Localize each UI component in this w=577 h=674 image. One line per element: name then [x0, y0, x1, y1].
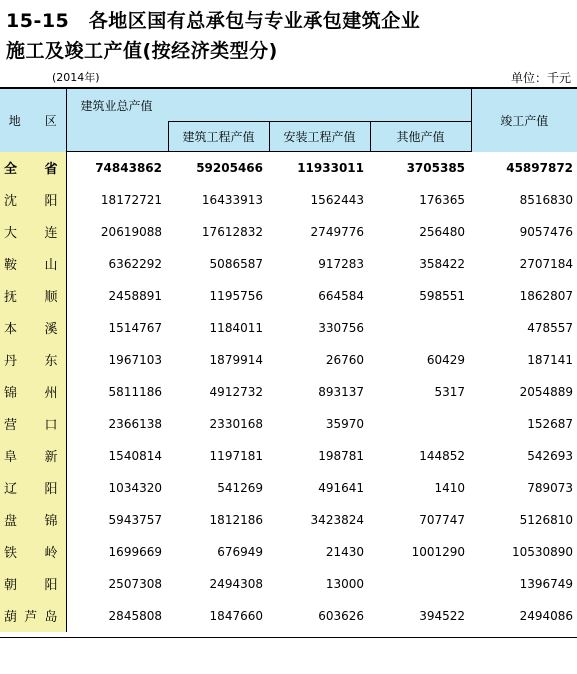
- region-cell: [0, 280, 66, 312]
- completed-value-cell: 2054889: [519, 384, 574, 399]
- completed-value-cell: 187141: [527, 352, 574, 367]
- construction-value-cell: 2330168: [209, 416, 263, 431]
- construction-value-cell: 16433913: [201, 192, 263, 207]
- region-char: 芦: [24, 610, 38, 625]
- region-char: 阳: [44, 482, 58, 497]
- region-char: 铁: [4, 546, 18, 561]
- completed-value-cell: 10530890: [511, 544, 574, 559]
- completed-value-cell: 478557: [527, 320, 574, 335]
- other-value-cell: 3705385: [406, 160, 466, 175]
- construction-value-cell: 1197181: [209, 448, 263, 463]
- construction-value-cell: 1812186: [209, 512, 263, 527]
- region-char: 州: [44, 386, 58, 401]
- table-row: [0, 504, 577, 536]
- table-row: [0, 216, 577, 248]
- region-char: 大: [4, 226, 18, 241]
- total-value-cell: 1514767: [108, 320, 162, 335]
- region-name: [4, 158, 58, 177]
- completed-value-cell: 1862807: [519, 288, 574, 303]
- table-row: [0, 600, 577, 632]
- region-name: [4, 446, 58, 465]
- installation-value-cell: 21430: [325, 544, 364, 559]
- installation-value-cell: 11933011: [297, 160, 364, 175]
- total-value-cell: 2845808: [108, 608, 162, 623]
- region-name: [4, 190, 58, 209]
- other-value-cell: 60429: [426, 352, 466, 367]
- region-char: 阳: [44, 194, 58, 209]
- installation-value-cell: 330756: [318, 320, 364, 335]
- region-cell: [0, 248, 66, 280]
- region-char: 沈: [4, 194, 18, 209]
- table-row: [0, 312, 577, 344]
- region-cell: [0, 504, 66, 536]
- installation-value-cell: 26760: [325, 352, 364, 367]
- region-char: 溪: [44, 322, 58, 337]
- completed-value-cell: 45897872: [506, 160, 574, 175]
- construction-value-cell: 5086587: [209, 256, 263, 271]
- region-cell: [0, 408, 66, 440]
- region-char: 丹: [4, 354, 18, 369]
- region-cell: [0, 344, 66, 376]
- region-char: 省: [44, 162, 58, 177]
- completed-value-cell: 152687: [527, 416, 574, 431]
- other-value-cell: 176365: [419, 192, 466, 207]
- region-cell: [0, 568, 66, 600]
- other-value-cell: 144852: [419, 448, 466, 463]
- installation-value-cell: 198781: [318, 448, 364, 463]
- completed-value-cell: 542693: [527, 448, 574, 463]
- region-char: 岭: [44, 546, 58, 561]
- region-name: [4, 318, 58, 337]
- region-cell: [0, 376, 66, 408]
- region-char: 朝: [4, 578, 18, 593]
- construction-value-cell: 1195756: [209, 288, 263, 303]
- completed-value-cell: 5126810: [519, 512, 574, 527]
- region-char: 阜: [4, 450, 18, 465]
- region-name: [4, 350, 58, 369]
- header-total-output: 建筑业总产值: [66, 88, 168, 122]
- header-construction-output: 建筑工程产值: [168, 122, 269, 152]
- installation-value-cell: 1562443: [310, 192, 364, 207]
- table-row: [0, 568, 577, 600]
- table-row: [0, 408, 577, 440]
- region-name: [4, 254, 58, 273]
- region-name: [4, 542, 58, 561]
- header-other-output: 其他产值: [370, 122, 471, 152]
- construction-value-cell: 1184011: [209, 320, 263, 335]
- total-value-cell: 18172721: [100, 192, 162, 207]
- unit-note: 单位：千元: [510, 71, 571, 85]
- other-value-cell: 1001290: [411, 544, 466, 559]
- header-installation-output: 安装工程产值: [269, 122, 370, 152]
- region-cell: [0, 600, 66, 632]
- region-char: 岛: [44, 610, 58, 625]
- installation-value-cell: 13000: [325, 576, 364, 591]
- completed-value-cell: 1396749: [519, 576, 574, 591]
- region-cell: [0, 536, 66, 568]
- completed-value-cell: 9057476: [519, 224, 574, 239]
- region-cell: [0, 440, 66, 472]
- bottom-rule: [0, 637, 577, 638]
- header-completed-output: 竣工产值: [471, 88, 577, 152]
- region-cell: [0, 312, 66, 344]
- region-name: [4, 606, 58, 625]
- total-value-cell: 2507308: [108, 576, 162, 591]
- installation-value-cell: 917283: [318, 256, 364, 271]
- page-title-line-2: 施工及竣工产值(按经济类型分): [6, 40, 278, 62]
- region-cell: [0, 184, 66, 216]
- installation-value-cell: 35970: [325, 416, 364, 431]
- construction-value-cell: 2494308: [209, 576, 263, 591]
- other-value-cell: 394522: [419, 608, 466, 623]
- output-table: [0, 87, 577, 632]
- header-total-output-lower: [66, 122, 168, 152]
- table-row: [0, 344, 577, 376]
- total-value-cell: 1699669: [108, 544, 162, 559]
- table-row: [0, 536, 577, 568]
- region-char: 辽: [4, 482, 18, 497]
- region-char: 营: [4, 418, 18, 433]
- region-name: [4, 286, 58, 305]
- region-name: [4, 510, 58, 529]
- construction-value-cell: 4912732: [209, 384, 263, 399]
- installation-value-cell: 893137: [318, 384, 364, 399]
- region-char: 口: [44, 418, 58, 433]
- region-char: 全: [4, 162, 18, 177]
- total-value-cell: 1540814: [108, 448, 162, 463]
- completed-value-cell: 789073: [527, 480, 574, 495]
- table-row: [0, 440, 577, 472]
- region-char: 山: [44, 258, 58, 273]
- installation-value-cell: 3423824: [310, 512, 364, 527]
- total-value-cell: 74843862: [95, 160, 162, 175]
- header-blank-span: [168, 88, 471, 122]
- region-name: [4, 574, 58, 593]
- installation-value-cell: 2749776: [310, 224, 364, 239]
- other-value-cell: [370, 312, 471, 344]
- total-value-cell: 1034320: [108, 480, 162, 495]
- region-char: 顺: [44, 290, 58, 305]
- region-char: 本: [4, 322, 18, 337]
- installation-value-cell: 603626: [318, 608, 364, 623]
- construction-value-cell: 59205466: [196, 160, 263, 175]
- region-char: 鞍: [4, 258, 18, 273]
- construction-value-cell: 1879914: [209, 352, 263, 367]
- header-region: 地 区: [0, 88, 66, 152]
- header-row-top: [0, 88, 577, 122]
- region-char: 东: [44, 354, 58, 369]
- region-cell: [0, 216, 66, 248]
- total-value-cell: 6362292: [108, 256, 162, 271]
- region-cell: [0, 152, 66, 184]
- table-row-total: [0, 152, 577, 184]
- other-value-cell: 358422: [419, 256, 466, 271]
- table-row: [0, 248, 577, 280]
- construction-value-cell: 1847660: [209, 608, 263, 623]
- construction-value-cell: 17612832: [201, 224, 263, 239]
- total-value-cell: 5811186: [108, 384, 162, 399]
- region-char: 新: [44, 450, 58, 465]
- year-note: (2014年): [52, 71, 100, 84]
- region-name: [4, 382, 58, 401]
- total-value-cell: 2366138: [108, 416, 162, 431]
- total-value-cell: 5943757: [108, 512, 162, 527]
- region-char: 阳: [44, 578, 58, 593]
- other-value-cell: 5317: [434, 384, 466, 399]
- other-value-cell: [370, 408, 471, 440]
- other-value-cell: 707747: [419, 512, 466, 527]
- region-cell: [0, 472, 66, 504]
- total-value-cell: 1967103: [108, 352, 162, 367]
- total-value-cell: 20619088: [100, 224, 162, 239]
- installation-value-cell: 664584: [318, 288, 364, 303]
- region-char: 锦: [4, 386, 18, 401]
- other-value-cell: 256480: [419, 224, 466, 239]
- table-row: [0, 280, 577, 312]
- page-title-line-1: 15-15 各地区国有总承包与专业承包建筑企业: [6, 10, 421, 32]
- region-char: 连: [44, 226, 58, 241]
- region-char: 抚: [4, 290, 18, 305]
- table-row: [0, 184, 577, 216]
- table-row: [0, 376, 577, 408]
- total-value-cell: 2458891: [108, 288, 162, 303]
- completed-value-cell: 8516830: [519, 192, 574, 207]
- region-char: 葫: [4, 610, 18, 625]
- region-name: [4, 222, 58, 241]
- region-name: [4, 414, 58, 433]
- table-body: [0, 152, 577, 632]
- region-char: 锦: [44, 514, 58, 529]
- region-name: [4, 478, 58, 497]
- other-value-cell: [370, 568, 471, 600]
- region-char: 盘: [4, 514, 18, 529]
- installation-value-cell: 491641: [318, 480, 364, 495]
- construction-value-cell: 541269: [217, 480, 263, 495]
- table-row: [0, 472, 577, 504]
- other-value-cell: 1410: [434, 480, 466, 495]
- completed-value-cell: 2494086: [519, 608, 574, 623]
- other-value-cell: 598551: [419, 288, 466, 303]
- construction-value-cell: 676949: [217, 544, 263, 559]
- completed-value-cell: 2707184: [519, 256, 574, 271]
